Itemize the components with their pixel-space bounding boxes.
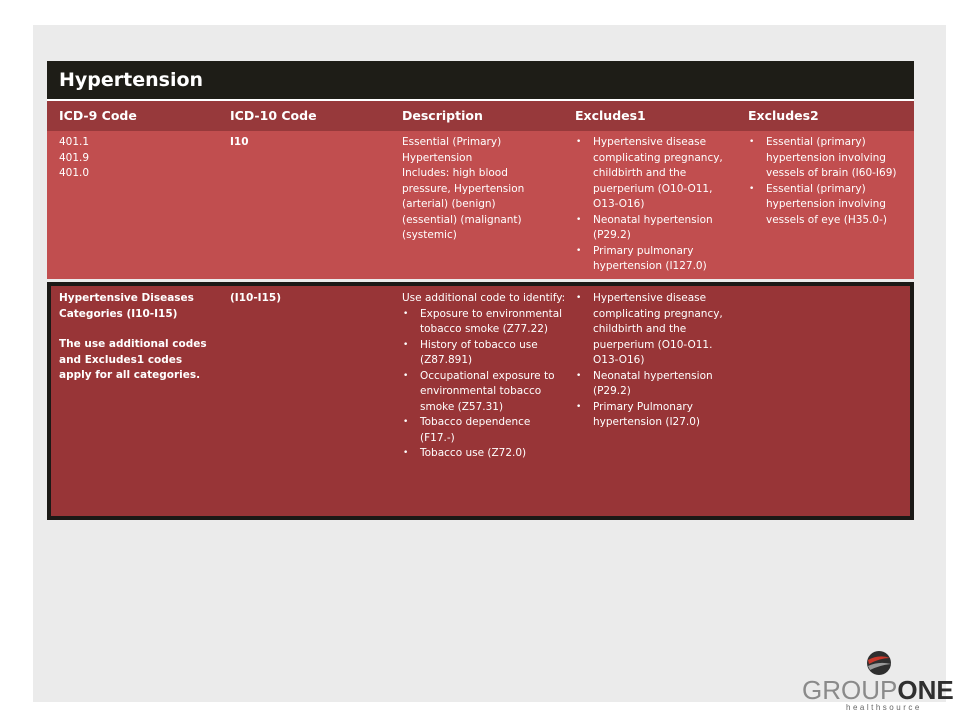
- logo-word-one: ONE: [897, 675, 954, 705]
- category-title: Hypertensive Diseases Categories (I10-I15): [59, 292, 194, 320]
- list-item: • Tobacco dependence (F17.-): [402, 415, 567, 446]
- description-line: Includes: high blood: [402, 167, 508, 179]
- table-header-row: [47, 99, 914, 131]
- header-description: Description: [402, 108, 483, 123]
- excludes1-list: [575, 135, 740, 275]
- icd9-code: 401.9: [59, 151, 90, 164]
- list-item: • Exposure to environmental tobacco smoke (Z77.22): [402, 307, 567, 338]
- description-line: Hypertension: [402, 151, 473, 164]
- list-item: • Tobacco use (Z72.0): [402, 446, 567, 462]
- page-title: Hypertension: [47, 61, 914, 99]
- header-excludes1: Excludes1: [575, 108, 646, 123]
- list-item: • Essential (primary) hypertension involving vessels of eye (H35.0-): [748, 182, 908, 229]
- icd9-codes: [59, 135, 219, 182]
- icd9-code: 401.1: [59, 136, 90, 148]
- description-line: pressure, Hypertension: [402, 182, 525, 195]
- icd9-code: 401.0: [59, 167, 90, 179]
- groupone-logo: [800, 650, 954, 712]
- header-excludes2: Excludes2: [748, 108, 819, 123]
- logo-subtitle: healthsource: [846, 703, 922, 712]
- list-item: • Hypertensive disease complicating pregnancy, childbirth and the puerperium (O10-O11, O13-O16): [575, 135, 740, 213]
- description-line: Essential (Primary): [402, 136, 502, 148]
- table-row: [47, 131, 914, 279]
- list-item: • Primary Pulmonary hypertension (I27.0): [575, 400, 740, 431]
- icd10-code: I10: [230, 136, 249, 148]
- list-item: • Primary pulmonary hypertension (I127.0): [575, 244, 740, 275]
- logo-wordmark: [802, 675, 954, 706]
- globe-logo-icon: [866, 650, 892, 676]
- list-item: • Hypertensive disease complicating pregnancy, childbirth and the puerperium (O10-O11. O13-O16): [575, 291, 740, 369]
- description-line: (systemic): [402, 229, 457, 241]
- header-icd9: ICD-9 Code: [59, 108, 137, 123]
- table-row: [47, 282, 914, 520]
- description-text: [402, 291, 567, 462]
- description-text: [402, 135, 567, 244]
- category-note: The use additional codes and Excludes1 codes apply for all categories.: [59, 338, 207, 381]
- header-icd10: ICD-10 Code: [230, 108, 317, 123]
- icd10-range: (I10-I15): [230, 292, 281, 304]
- description-line: (arterial) (benign): [402, 198, 496, 210]
- logo-word-group: GROUP: [802, 675, 898, 705]
- list-item: • Essential (primary) hypertension involving vessels of brain (I60-I69): [748, 135, 908, 182]
- list-item: • Occupational exposure to environmental tobacco smoke (Z57.31): [402, 369, 567, 416]
- list-item: • Neonatal hypertension (P29.2): [575, 369, 740, 400]
- description-line: (essential) (malignant): [402, 213, 522, 226]
- excludes2-list: [748, 135, 908, 228]
- list-item: • Neonatal hypertension (P29.2): [575, 213, 740, 244]
- description-intro: Use additional code to identify:: [402, 292, 566, 304]
- excludes1-list: [575, 291, 740, 431]
- category-cell: [59, 291, 209, 384]
- list-item: • History of tobacco use (Z87.891): [402, 338, 567, 369]
